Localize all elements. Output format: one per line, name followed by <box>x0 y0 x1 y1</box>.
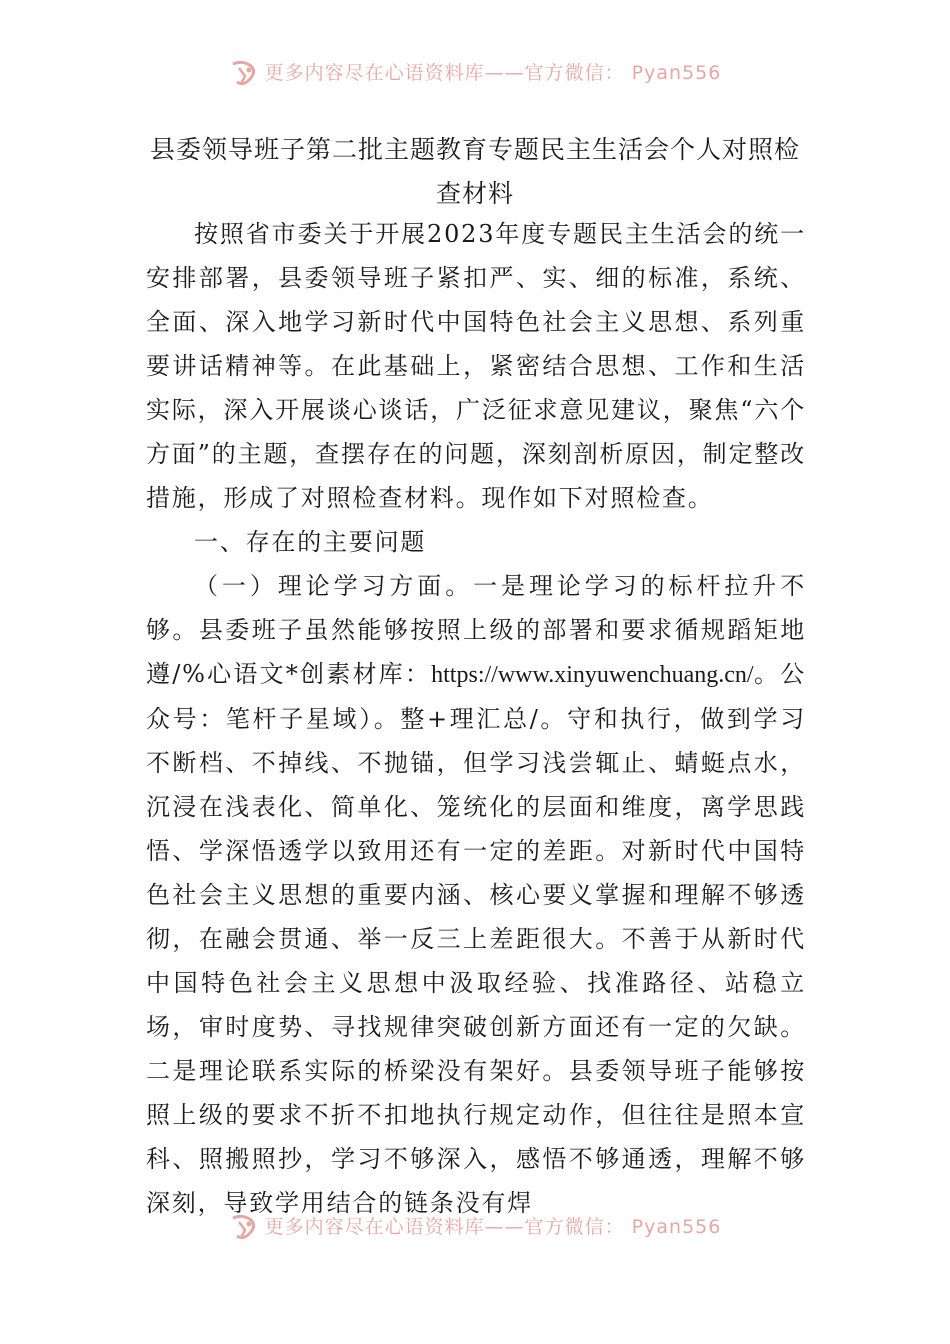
paragraph-theory-study <box>146 564 806 1225</box>
title-line-2: 查材料 <box>435 179 514 208</box>
title-line-1: 县委领导班子第二批主题教育专题民主生活会个人对照检 <box>149 135 800 164</box>
watermark-banner-top <box>0 46 950 86</box>
document-title <box>130 128 820 216</box>
logo-icon <box>229 1212 259 1240</box>
logo-icon <box>229 58 259 86</box>
watermark-text: 更多内容尽在心语资料库——官方微信： Pyan556 <box>264 62 722 84</box>
document-body <box>146 212 806 1225</box>
paragraph-theory-study-intro: （一）理论学习方面。一是理论学习的标杆拉升不够。县委班子虽然能够按照上级的部署和要求循规蹈矩地遵/%心语文*创素材库： <box>146 572 806 688</box>
source-url: https://www.xinyuwenchuang.cn/ <box>431 662 754 688</box>
paragraph-intro: 按照省市委关于开展2023年度专题民主生活会的统一安排部署，县委领导班子紧扣严、实、细的标准，系统、全面、深入地学习新时代中国特色社会主义思想、系列重要讲话精神等。在此基础上，紧密结合思想、工作和生活实际，深入开展谈心谈话，广泛征求意见建议，聚焦“六个方面”的主题，查摆存在的问题，深刻剖析原因，制定整改措施，形成了对照检查材料。现作如下对照检查。 <box>146 220 806 512</box>
watermark-text: 更多内容尽在心语资料库——官方微信： Pyan556 <box>264 1216 722 1238</box>
watermark-banner-bottom <box>0 1200 950 1240</box>
section-heading: 一、存在的主要问题 <box>194 528 427 556</box>
paragraph-theory-study-rest: 。公众号：笔杆子星域）。整+理汇总/。守和执行，做到学习不断档、不掉线、不抛锚，但学习浅尝辄止、蜻蜓点水，沉浸在浅表化、简单化、笼统化的层面和维度，离学思践悟、学深悟透学以致用还有一定的差距。对新时代中国特色社会主义思想的重要内涵、核心要义掌握和理解不够透彻，在融会贯通、举一反三上差距很大。不善于从新时代中国特色社会主义思想中汲取经验、找准路径、站稳立场，审时度势、寻找规律突破创新方面还有一定的欠缺。二是理论联系实际的桥梁没有架好。县委领导班子能够按照上级的要求不折不扣地执行规定动作，但往往是照本宣科、照搬照抄，学习不够深入，感悟不够通透，理解不够深刻，导致学用结合的链条没有焊 <box>146 660 806 1217</box>
